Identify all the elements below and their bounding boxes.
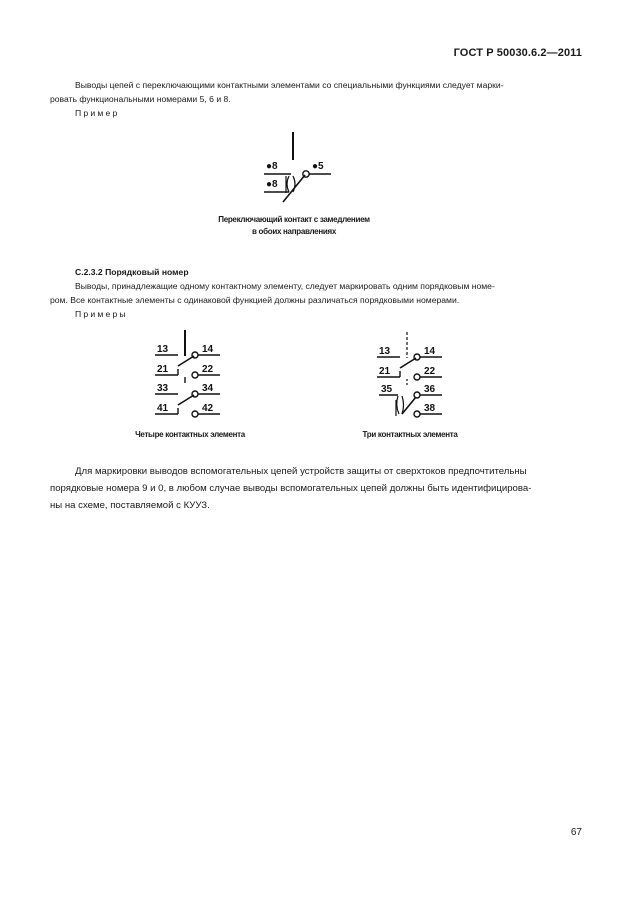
document-standard-number: ГОСТ Р 50030.6.2—2011 [453,47,582,59]
terminal-label: 38 [424,403,436,414]
three-contact-elements-diagram [372,330,452,420]
terminal-label: 41 [157,403,169,414]
changeover-contact-diagram [255,130,345,210]
terminal-label: ●5 [312,161,324,172]
paragraph-line: Выводы, принадлежащие одному контактному элементу, следует маркировать одним порядковым номе- [75,281,495,291]
caption-line: Переключающий контакт с замедлением [218,215,370,224]
contact-terminal [192,372,198,378]
terminal-label: 21 [379,366,391,377]
terminal-label: 14 [424,346,436,357]
paragraph-line: Выводы цепей с переключающими контактными элементами со специальными функциями следует марки- [75,80,504,90]
paragraph-line: порядковые номера 9 и 0, в любом случае выводы вспомогательных цепей должны быть идентифицирова- [50,483,532,494]
figure-caption [194,214,394,238]
paragraph-line: ровать функциональными номерами 5, 6 и 8. [50,94,231,104]
terminal-label: 36 [424,384,436,395]
delay-arc [287,176,289,192]
terminal-label: 42 [202,403,214,414]
paragraph-auxiliary-circuits [50,463,584,514]
terminal-label: ●8 [266,179,278,190]
terminal-label: ●8 [266,161,278,172]
paragraph-line: ны на схеме, поставляемой с КУУЗ. [50,500,210,511]
page-number: 67 [570,827,582,838]
terminal-label: 21 [157,364,169,375]
contact-terminal [192,411,198,417]
caption-line: в обоих направлениях [251,227,336,236]
contact-blade [402,397,416,414]
paragraph-line: Для маркировки выводов вспомогательных цепей устройств защиты от сверхтоков предпочтительны [75,466,527,477]
terminal-label: 34 [202,383,214,394]
figure-caption: Три контактных элемента [362,430,458,439]
section-heading: С.2.3.2 Порядковый номер [75,267,189,277]
paragraph-function-numbers [50,78,582,120]
contact-terminal [414,374,420,380]
contact-blade [178,395,194,405]
four-contact-elements-diagram [150,328,230,418]
contact-terminal [414,411,420,417]
example-label: Примеры [75,309,128,319]
terminal-label: 14 [202,344,214,355]
figure-caption: Четыре контактных элемента [135,430,245,439]
contact-blade [178,356,194,366]
paragraph-line: ром. Все контактные элементы с одинаковой функцией должны различаться порядковыми номерами. [50,295,460,305]
terminal-label: 33 [157,383,169,394]
terminal-label: 35 [381,384,393,395]
delay-arc [402,396,404,414]
terminal-label: 22 [424,366,436,377]
terminal-label: 13 [379,346,391,357]
terminal-label: 22 [202,364,214,375]
section-sequence-number [50,265,582,321]
delay-arc [397,396,399,414]
example-label: Пример [75,108,120,118]
terminal-label: 13 [157,344,169,355]
contact-blade [400,358,416,368]
